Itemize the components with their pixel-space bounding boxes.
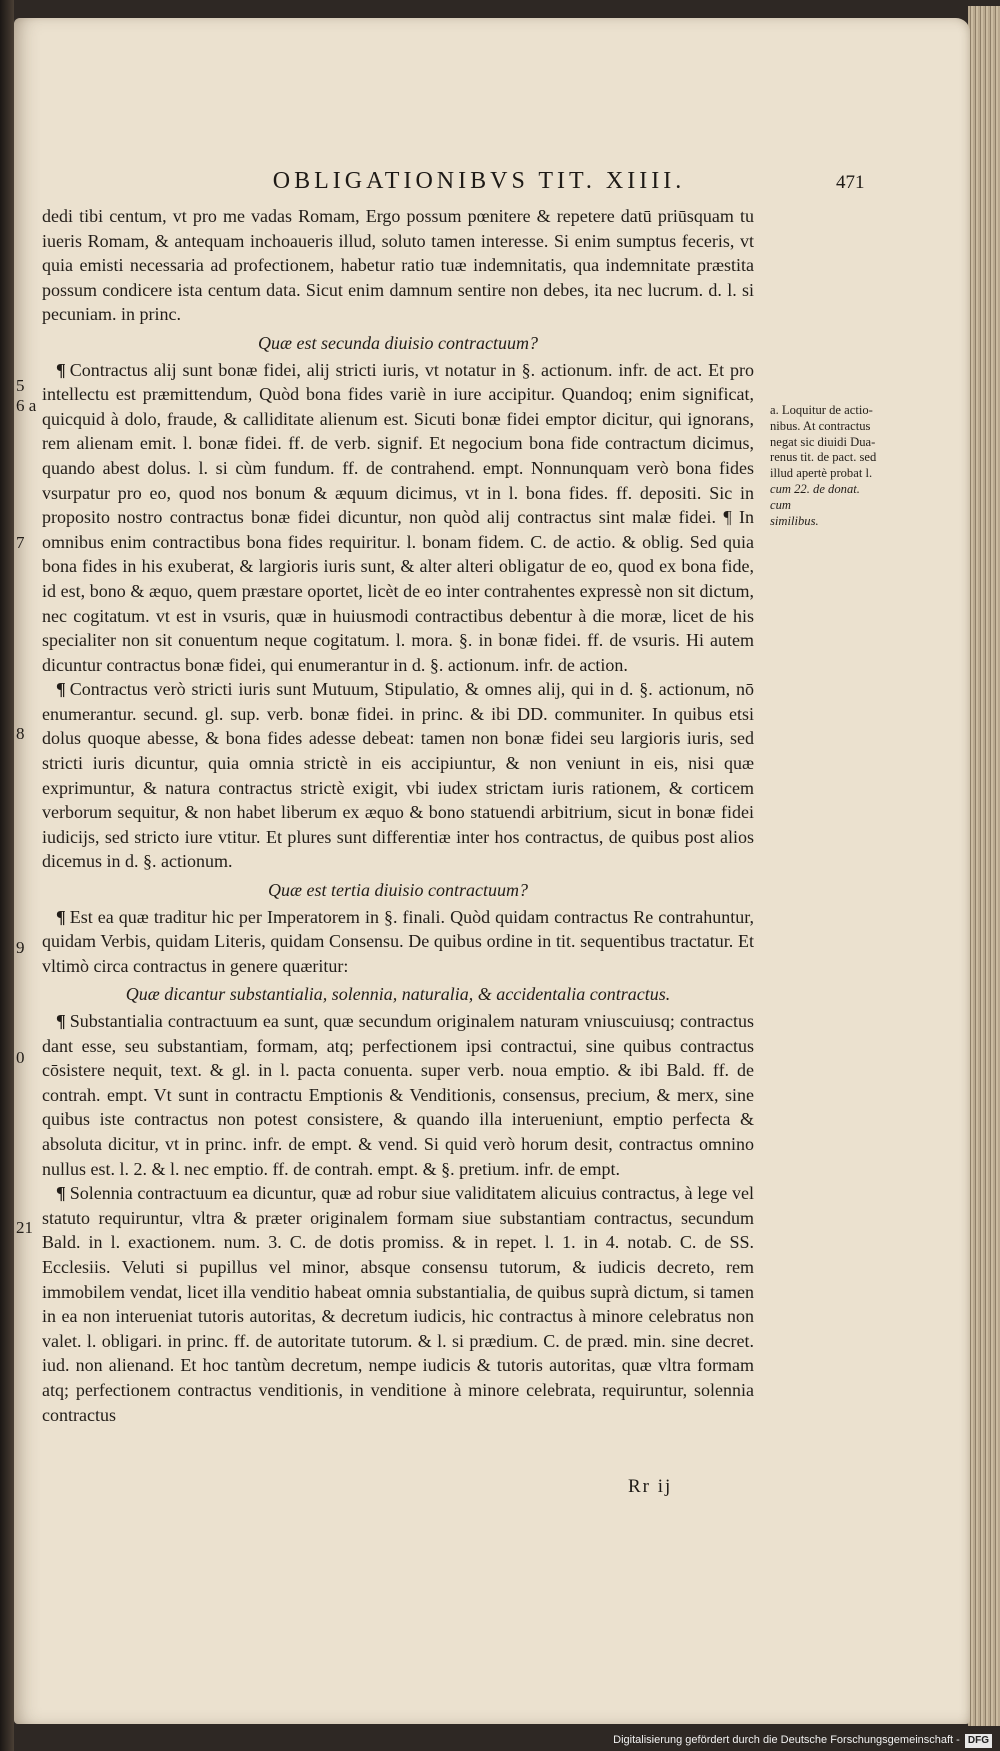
dfg-logo: DFG	[965, 1734, 992, 1748]
paragraph-text: Est ea quæ traditur hic per Imperatorem in §. finali. Quòd quidam contractus Re contrahuntur, quidam Verbis, quidam Literis, quidam Consensu. De quibus ordine in tit. sequentibus tractatur. Et vltimò circa contractus in genere quæritur:	[42, 906, 754, 976]
margin-number: 5	[16, 376, 25, 395]
book-page	[14, 18, 970, 1724]
margin-number: 8	[16, 724, 25, 743]
signature-mark: Rr ij	[628, 1476, 673, 1497]
paragraph-text: Contractus verò stricti iuris sunt Mutuum, Stipulatio, & omnes alij, qui in d. §. actionum, nō enumerantur. secund. gl. sup. verb. bonæ fidei. in princ. & ibi DD. communiter. In quibus etsi dolus quoque abesse, & bona fides adesse debeat: tamen non bonæ fidei seu largioris iuris, sed stricti iuris dicuntur, quia omnia strictè in eis accipiuntur, & non veniunt in eis, nisi quæ exprimuntur, & natura contractus strictè exigit, vbi iudex strictam iuris rationem, & corticem verborum sequitur, & non habet liberum ex æquo & bono statuendi arbitrium, sicut in bonæ fidei iudicijs, sed stricto iure vtitur. Et plures sunt differentiæ inter hos contractus, de quibus post alios dicemus in d. §. actionum.	[42, 679, 754, 872]
paragraph-text: Substantialia contractuum ea sunt, quæ secundum originalem naturam vniuscuiusq; contractus dant esse, seu substantiam, formam, atq; perfectionem ipsi contractui, sine quibus contractus cōsistere nequit, text. & gl. in l. pacta conuenta. super verb. noua emptio. & ibi Bald. ff. de contrah. empt. Vt sunt in contractu Emptionis & Venditionis, consensus, precium, & merx, sine quibus iste contractus non potest consistere, & quando illa interueniunt, emptio perfecta & absoluta dicitur, vt in princ. infr. de empt. & vend. Si quid verò horum desit, contractus omnino nullus est. l. 2. & l. nec emptio. ff. de contrah. empt. & §. pretium. infr. de empt.	[42, 1011, 754, 1179]
paragraph	[42, 358, 754, 678]
paragraph	[42, 1009, 754, 1181]
pilcrow-icon: ¶	[56, 906, 66, 927]
marginal-note-line: cum 22. de donat. cum	[770, 481, 860, 512]
paragraph-text: Solennia contractuum ea dicuntur, quæ ad robur siue validitatem alicuius contractus, à lege vel statuto requiruntur, vltra & præter originalem formam siue substantiam contractus, secundum Bald. in l. exactionem. num. 3. C. de dotis promiss. & in repet. l. 1. in 4. notab. C. de SS. Ecclesiis. Veluti si pupillus vel minor, absque consensu tutorum, & iudicis decreto, rem immobilem vendat, licet illa venditio habeat omnia substantialia, de quibus suprà dictum, si tamen in ea non interueniat tutoris autoritas, & decretum iudicis, hic contractus à minore celebratus non valet. l. obligari. in princ. ff. de autoritate tutorum. & l. si prædium. C. de præd. min. sine decret. iud. non alienand. Et hoc tantùm decretum, nempe iudicis & tutoris autoritas, quæ vltra formam atq; perfectionem contractus venditionis, in venditione à minore celebrata, requiruntur, solennia contractus	[42, 1183, 754, 1425]
margin-number: 7	[16, 533, 25, 552]
pilcrow-icon: ¶	[56, 359, 66, 380]
paragraph-text: Contractus alij sunt bonæ fidei, alij stricti iuris, vt notatur in §. actionum. infr. de act. Et pro intellectu est præmittendum, Quòd bona fides variè in iure accipitur. Quandoq; enim significat, quicquid à dolo, fraude, & calliditate alienum est. Sicuti bonæ fidei emptor dicitur, qui ignorans, rem alienam emit. l. bonæ fidei. ff. de verb. signif. Et negocium bona fide contractum dicimus, quando abest dolus. l. si cùm fundum. ff. de contrahend. empt. Nonnunquam verò bona fides vsurpatur pro eo, quod nos bonum & æquum dicimus, vt in l. bona fides. ff. depositi. Sic in proposito nostro contractus bonæ fidei dicuntur, non quòd alij contractus sint malæ fidei. ¶ In omnibus enim contractibus bona fides requiritur. l. bonam fidem. C. de actio. & oblig. Sed quia bona fides in his exuberat, & largioris iuris sunt, & alter alteri obligatur de eo, quod ex bona fide, id est, bono & æquo, quem præstare oportet, licèt de eo inter contrahentes expressè non sit dictum, nec cogitatum. vt est in vsuris, quæ in huiusmodi contractibus debentur à die moræ, licet de his specialiter non sit conuentum neque cogitatum. l. mora. §. in bonæ fidei. ff. de vsuris. Hi autem dicuntur contractus bonæ fidei, qui enumerantur in d. §. actionum. infr. de action.	[42, 359, 754, 675]
marginal-note-line: a. Loquitur de actio-	[770, 403, 873, 417]
section-heading: Quæ est tertia diuisio contractuum?	[268, 880, 528, 901]
paragraph	[42, 677, 754, 874]
marginal-note	[770, 403, 880, 529]
page-number: 471	[836, 172, 865, 193]
paragraph	[42, 905, 754, 979]
margin-number: 0	[16, 1048, 25, 1067]
margin-number: 9	[16, 938, 25, 957]
paragraph	[42, 204, 754, 327]
marginal-note-line: negat sic diuidi Dua-	[770, 434, 876, 449]
pilcrow-icon: ¶	[56, 679, 66, 700]
running-head: OBLIGATIONIBVS TIT. XIIII.	[272, 168, 686, 194]
marginal-note-line: similibus.	[770, 513, 819, 528]
section-heading: Quæ dicantur substantialia, solennia, naturalia, & accidentalia contractus.	[125, 984, 671, 1005]
pilcrow-icon: ¶	[56, 1011, 66, 1031]
margin-number: 6 a	[16, 396, 37, 415]
marginal-note-line: illud apertè probat l.	[770, 466, 873, 481]
marginal-note-line: nibus. At contractus	[770, 418, 871, 433]
pilcrow-icon: ¶	[56, 1183, 66, 1204]
footer-credit	[600, 1731, 992, 1749]
section-heading: Quæ est secunda diuisio contractuum?	[258, 332, 538, 353]
footer-credit-text: Digitalisierung gefördert durch die Deutsche Forschungsgemeinschaft -	[613, 1734, 960, 1746]
paragraph-text: dedi tibi centum, vt pro me vadas Romam, Ergo possum pœnitere & repetere datū priūsquam tu iueris Romam, & antequam inchoaueris illud, soluto tamen interesse. Si enim sumptus feceris, vt quia emisti necessaria ad profectionem, habetur ratio tuæ indemnitatis, qua indemnitate præstita possum condicere ista centum data. Sicut enim damnum sentire non debes, ita nec lucrum. d. l. si pecuniam. in princ.	[42, 206, 754, 325]
paragraph	[42, 1181, 754, 1427]
margin-number: 21	[16, 1218, 33, 1237]
book-fore-edge	[968, 6, 1000, 1726]
marginal-note-line: renus tit. de pact. sed	[770, 450, 877, 465]
book-gutter	[0, 0, 14, 1751]
body-text	[42, 204, 754, 1427]
